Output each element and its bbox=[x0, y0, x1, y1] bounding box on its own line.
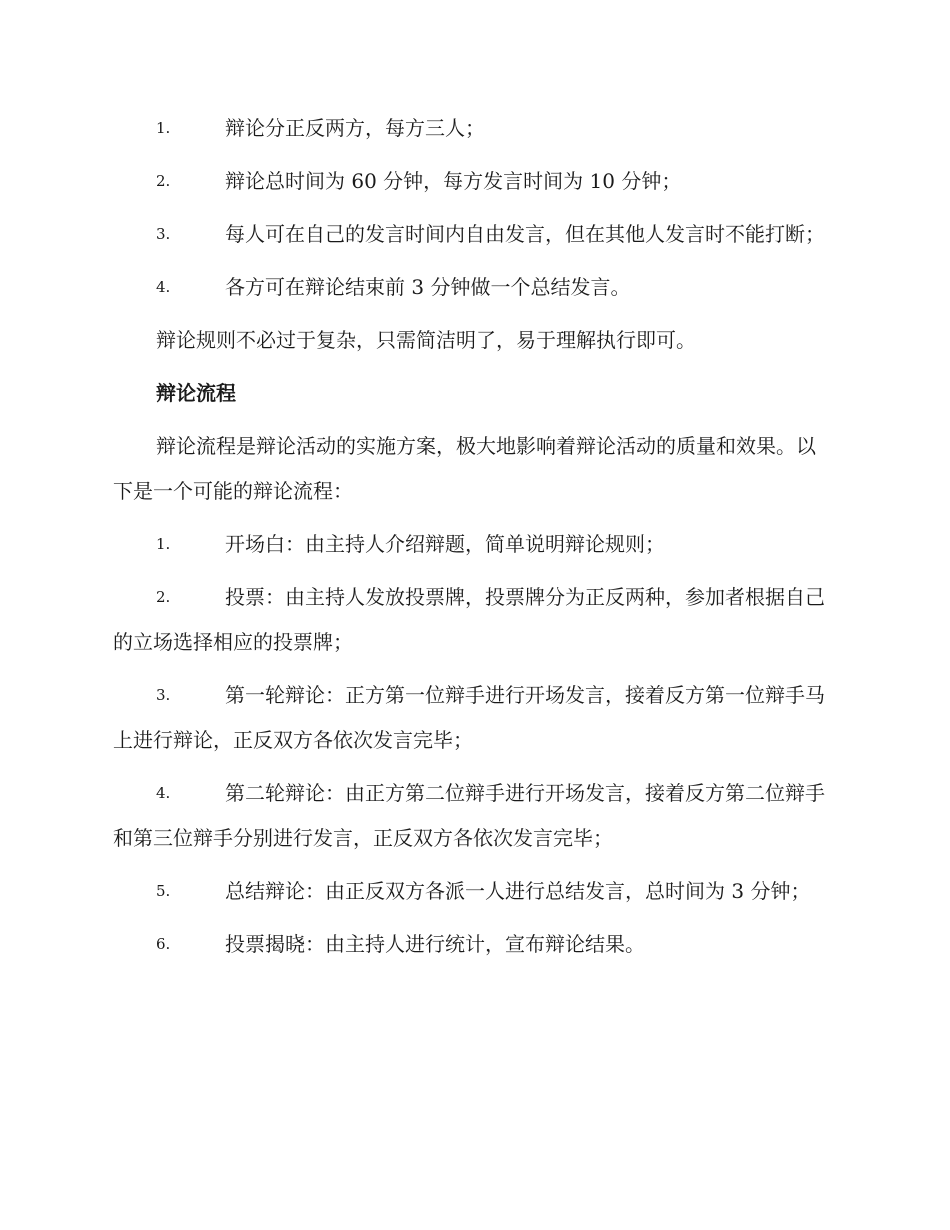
list-number: 2. bbox=[156, 588, 171, 606]
list-number: 4. bbox=[156, 278, 171, 296]
list-text: 投票：由主持人发放投票牌，投票牌分为正反两种，参加者根据自己的立场选择相应的投票牌； bbox=[113, 585, 825, 654]
list-number: 1. bbox=[156, 535, 171, 553]
list-number: 2. bbox=[156, 172, 171, 190]
list-text: 投票揭晓：由主持人进行统计，宣布辩论结果。 bbox=[225, 932, 645, 956]
list-number: 5. bbox=[156, 882, 171, 900]
list-text: 每人可在自己的发言时间内自由发言，但在其他人发言时不能打断； bbox=[225, 222, 825, 246]
rules-note-paragraph: 辩论规则不必过于复杂，只需简洁明了，易于理解执行即可。 bbox=[156, 328, 696, 352]
rules-item-3 bbox=[113, 212, 833, 257]
flow-intro-paragraph: 辩论流程是辩论活动的实施方案，极大地影响着辩论活动的质量和效果。以下是一个可能的辩论流程： bbox=[113, 434, 816, 503]
list-number: 1. bbox=[156, 119, 171, 137]
rules-item-1 bbox=[113, 106, 833, 151]
list-number: 6. bbox=[156, 935, 171, 953]
list-text: 第一轮辩论：正方第一位辩手进行开场发言，接着反方第一位辩手马上进行辩论，正反双方各依次发言完毕； bbox=[113, 683, 825, 752]
list-text: 开场白：由主持人介绍辩题，简单说明辩论规则； bbox=[225, 532, 665, 556]
rules-item-4 bbox=[113, 265, 833, 310]
list-text: 总结辩论：由正反双方各派一人进行总结发言，总时间为 3 分钟； bbox=[225, 879, 811, 903]
list-text: 第二轮辩论：由正方第二位辩手进行开场发言，接着反方第二位辩手和第三位辩手分别进行发言，正反双方各依次发言完毕； bbox=[113, 781, 825, 850]
rules-item-2 bbox=[113, 159, 833, 204]
list-number: 3. bbox=[156, 225, 171, 243]
list-number: 3. bbox=[156, 686, 171, 704]
flow-item-1 bbox=[113, 522, 833, 567]
flow-item-4 bbox=[113, 771, 833, 861]
list-text: 辩论总时间为 60 分钟，每方发言时间为 10 分钟； bbox=[225, 169, 682, 193]
flow-item-5 bbox=[113, 869, 833, 914]
flow-item-6 bbox=[113, 922, 833, 967]
flow-item-3 bbox=[113, 673, 833, 763]
list-text: 辩论分正反两方，每方三人； bbox=[225, 116, 485, 140]
list-number: 4. bbox=[156, 784, 171, 802]
document-body bbox=[113, 106, 833, 975]
flow-heading: 辩论流程 bbox=[156, 381, 236, 405]
list-text: 各方可在辩论结束前 3 分钟做一个总结发言。 bbox=[225, 275, 631, 299]
flow-item-2 bbox=[113, 575, 833, 665]
